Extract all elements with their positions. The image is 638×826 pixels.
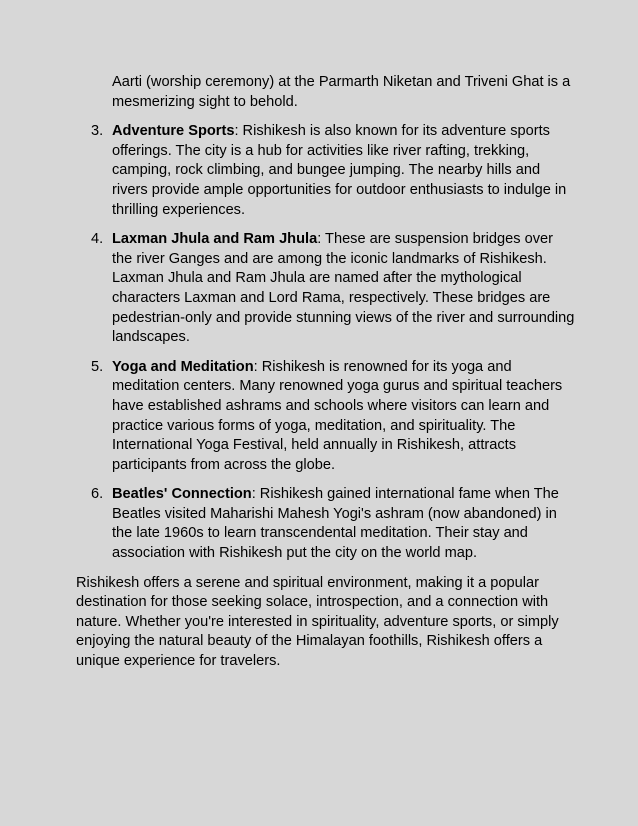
list-item <box>76 485 576 563</box>
list-item <box>76 358 576 476</box>
list-item-text: : Rishikesh is also known for its adventure sports offerings. The city is a hub for activities like river rafting, trekking, camping, rock climbing, and bungee jumping. The nearby hills and rivers provide ample opportunities for outdoor enthusiasts to indulge in thrilling experiences. <box>112 123 567 218</box>
list-item-text: : Rishikesh gained international fame when The Beatles visited Maharishi Mahesh Yogi's ashram (now abandoned) in the late 1960s to learn transcendental meditation. Their stay and association with Rishikesh put the city on the world map. <box>112 486 559 562</box>
list-item-text: : These are suspension bridges over the river Ganges and are among the iconic landmarks of Rishikesh. Laxman Jhula and Ram Jhula are named after the mythological characters Laxman and Lord Rama, respectively. These bridges are pedestrian-only and provide stunning views of the river and surrounding landscapes. <box>112 231 575 346</box>
list-item-title: Beatles' Connection <box>112 486 252 503</box>
list-item-number: 6. <box>91 486 104 503</box>
list-item <box>76 122 576 220</box>
list-item-number: 4. <box>91 231 104 248</box>
list-item-title: Adventure Sports <box>112 123 235 140</box>
list-item-number: 3. <box>91 123 104 140</box>
list-item-text: : Rishikesh is renowned for its yoga and meditation centers. Many renowned yoga gurus and spiritual teachers have established ashrams and schools where visitors can learn and practice various forms of yoga, meditation, and spirituality. The International Yoga Festival, held annually in Rishikesh, attracts participants from across the globe. <box>112 358 563 473</box>
attractions-list <box>76 122 576 563</box>
list-item-title: Yoga and Meditation <box>112 358 254 375</box>
list-item-continuation: Aarti (worship ceremony) at the Parmarth Niketan and Triveni Ghat is a mesmerizing sight to behold. <box>112 74 571 110</box>
list-item <box>76 230 576 348</box>
list-item-number: 5. <box>91 358 104 375</box>
document-body <box>76 73 576 672</box>
list-item-title: Laxman Jhula and Ram Jhula <box>112 231 318 248</box>
closing-paragraph: Rishikesh offers a serene and spiritual environment, making it a popular destination for those seeking solace, introspection, and a connection with nature. Whether you're interested in spirituality, adventure sports, or simply enjoying the natural beauty of the Himalayan foothills, Rishikesh offers a unique experience for travelers. <box>76 574 559 670</box>
